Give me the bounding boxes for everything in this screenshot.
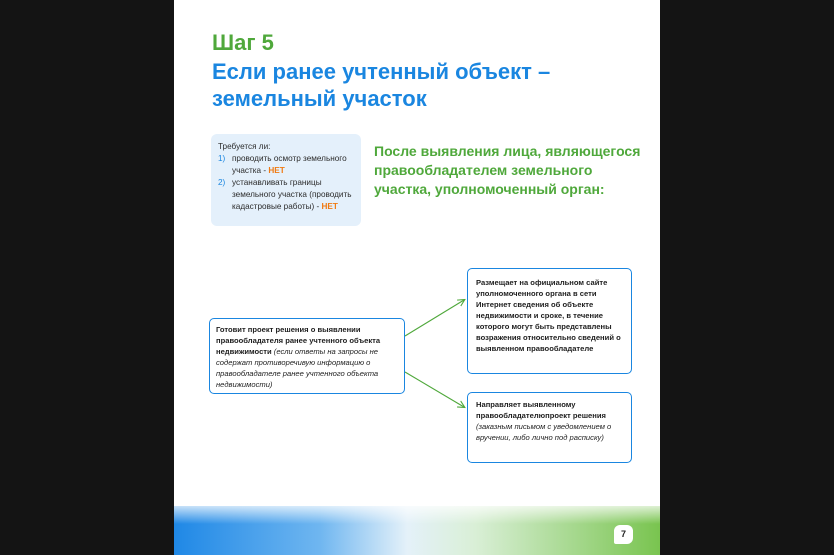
page-heading: Если ранее учтенный объект – земельный участок: [212, 59, 551, 111]
requirement-text-body: проводить осмотр земельного участка -: [232, 154, 347, 175]
prepare-decision-note: (если ответы на запросы не содержат противоречивую информацию о правообладателе ранее учтенного объекта недвижимости): [216, 347, 379, 389]
send-decision-text: Направляет выявленному правообладателюпроект решения: [476, 400, 606, 420]
requirement-number: 1): [218, 154, 226, 163]
requirement-answer: НЕТ: [321, 202, 338, 211]
prepare-decision-text: Готовит проект решения о выявлении правообладателя ранее учтенного объекта недвижимости: [216, 325, 381, 356]
send-decision-note: (заказным письмом с уведомлением о вручении, либо лично под расписку): [476, 422, 612, 442]
requirement-text-body: устанавливать границы земельного участка (проводить кадастровые работы) -: [232, 178, 352, 211]
requirements-title: Требуется ли:: [218, 142, 271, 151]
requirement-number: 2): [218, 178, 226, 187]
footer-gradient-fade: [174, 500, 660, 524]
send-decision-box: [467, 392, 632, 463]
arrow-to-publish: [405, 300, 464, 336]
document-page: [174, 0, 660, 555]
prepare-decision-box: [209, 318, 405, 394]
page-number: 7: [614, 525, 633, 544]
arrow-to-send: [405, 372, 464, 407]
requirement-answer: НЕТ: [268, 166, 285, 175]
subheading: После выявления лица, являющегося правообладателем земельного участка, уполномоченный орган:: [374, 143, 641, 197]
step-title: Шаг 5: [212, 30, 274, 55]
publish-info-box: [467, 268, 632, 374]
publish-info-text: Размещает на официальном сайте уполномоченного органа в сети Интернет сведения об объекте недвижимости и сроке, в течение которого могут быть представлены возражения относительно сведений о выявленном правообладателе: [476, 278, 621, 353]
